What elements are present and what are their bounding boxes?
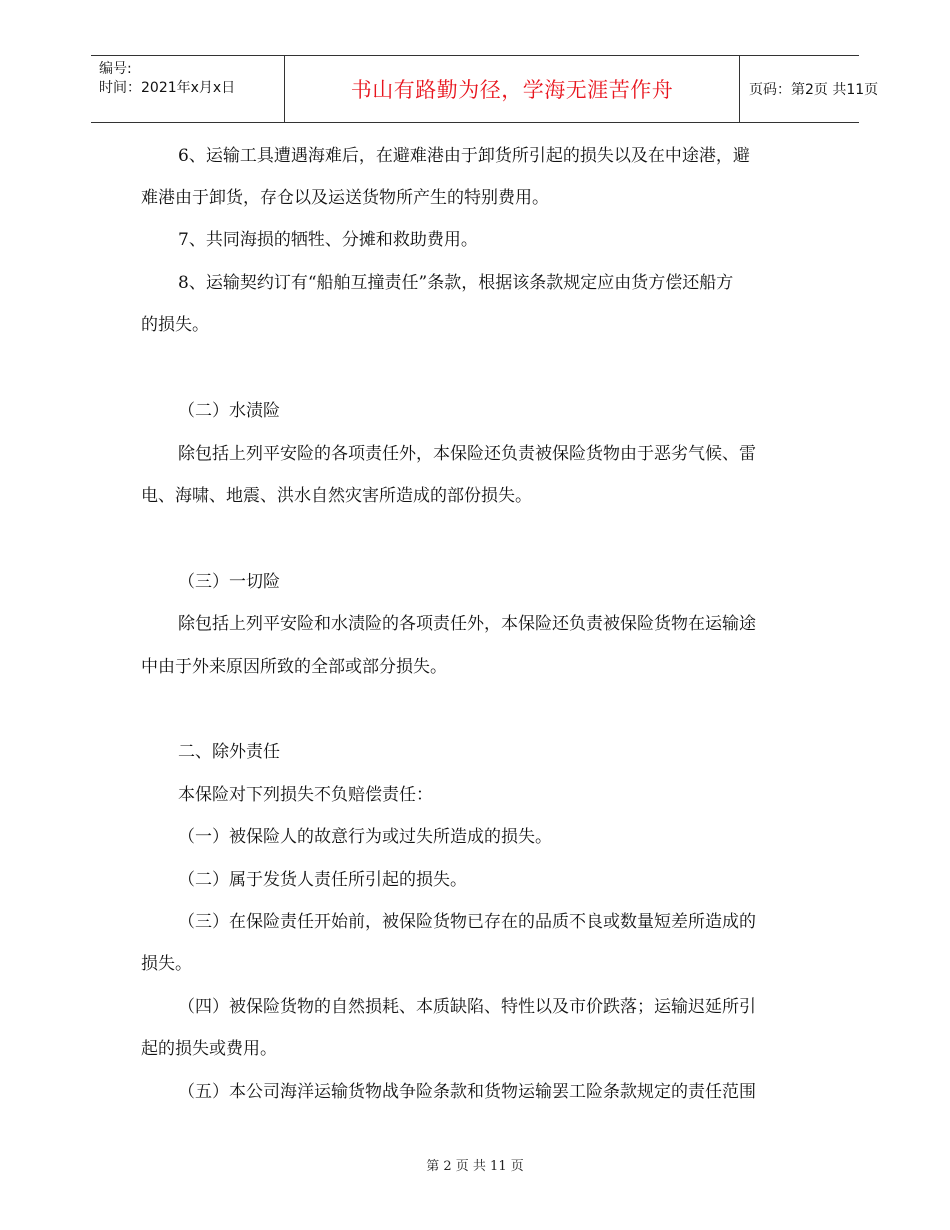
paragraph-line: 8、运输契约订有“船舶互撞责任”条款，根据该条款规定应由货方偿还船方 <box>178 273 734 293</box>
paragraph-line: 难港由于卸货，存仓以及运送货物所产生的特别费用。 <box>141 188 549 208</box>
list-item: （二）属于发货人责任所引起的损失。 <box>178 870 467 890</box>
page-footer: 第 2 页 共 11 页 <box>426 1159 524 1174</box>
paragraph-line: 6、运输工具遭遇海难后，在避难港由于卸货所引起的损失以及在中途港，避 <box>178 146 750 166</box>
document-time-label: 时间：2021年x月x日 <box>99 80 236 96</box>
page-header <box>91 55 879 123</box>
paragraph-line: 除包括上列平安险和水渍险的各项责任外，本保险还负责被保险货物在运输途 <box>178 614 756 634</box>
list-item: （三）在保险责任开始前，被保险货物已存在的品质不良或数量短差所造成的 <box>178 912 756 932</box>
header-page-number: 页码：第2页 共11页 <box>749 82 879 98</box>
list-item: （四）被保险货物的自然损耗、本质缺陷、特性以及市价跌落；运输迟延所引 <box>178 997 756 1017</box>
list-item: （五）本公司海洋运输货物战争险条款和货物运输罢工险条款规定的责任范围 <box>178 1082 756 1102</box>
header-motto: 书山有路勤为径，学海无涯苦作舟 <box>284 56 740 122</box>
paragraph-line: 电、海啸、地震、洪水自然灾害所造成的部份损失。 <box>141 486 532 506</box>
header-info <box>91 56 284 122</box>
paragraph-line: 中由于外来原因所致的全部或部分损失。 <box>141 657 447 677</box>
section-heading: 二、除外责任 <box>178 742 280 762</box>
list-item: （一）被保险人的故意行为或过失所造成的损失。 <box>178 827 552 847</box>
paragraph-line: 本保险对下列损失不负赔偿责任： <box>178 785 433 805</box>
list-item-continuation: 起的损失或费用。 <box>141 1039 277 1059</box>
paragraph-line: 除包括上列平安险的各项责任外，本保险还负责被保险货物由于恶劣气候、雷 <box>178 444 756 464</box>
section-heading: （二）水渍险 <box>178 401 280 421</box>
paragraph-line: 的损失。 <box>141 315 209 335</box>
list-item-continuation: 损失。 <box>141 954 192 974</box>
paragraph-line: 7、共同海损的牺牲、分摊和救助费用。 <box>178 230 478 250</box>
section-heading: （三）一切险 <box>178 572 280 592</box>
document-number-label: 编号: <box>99 61 132 77</box>
